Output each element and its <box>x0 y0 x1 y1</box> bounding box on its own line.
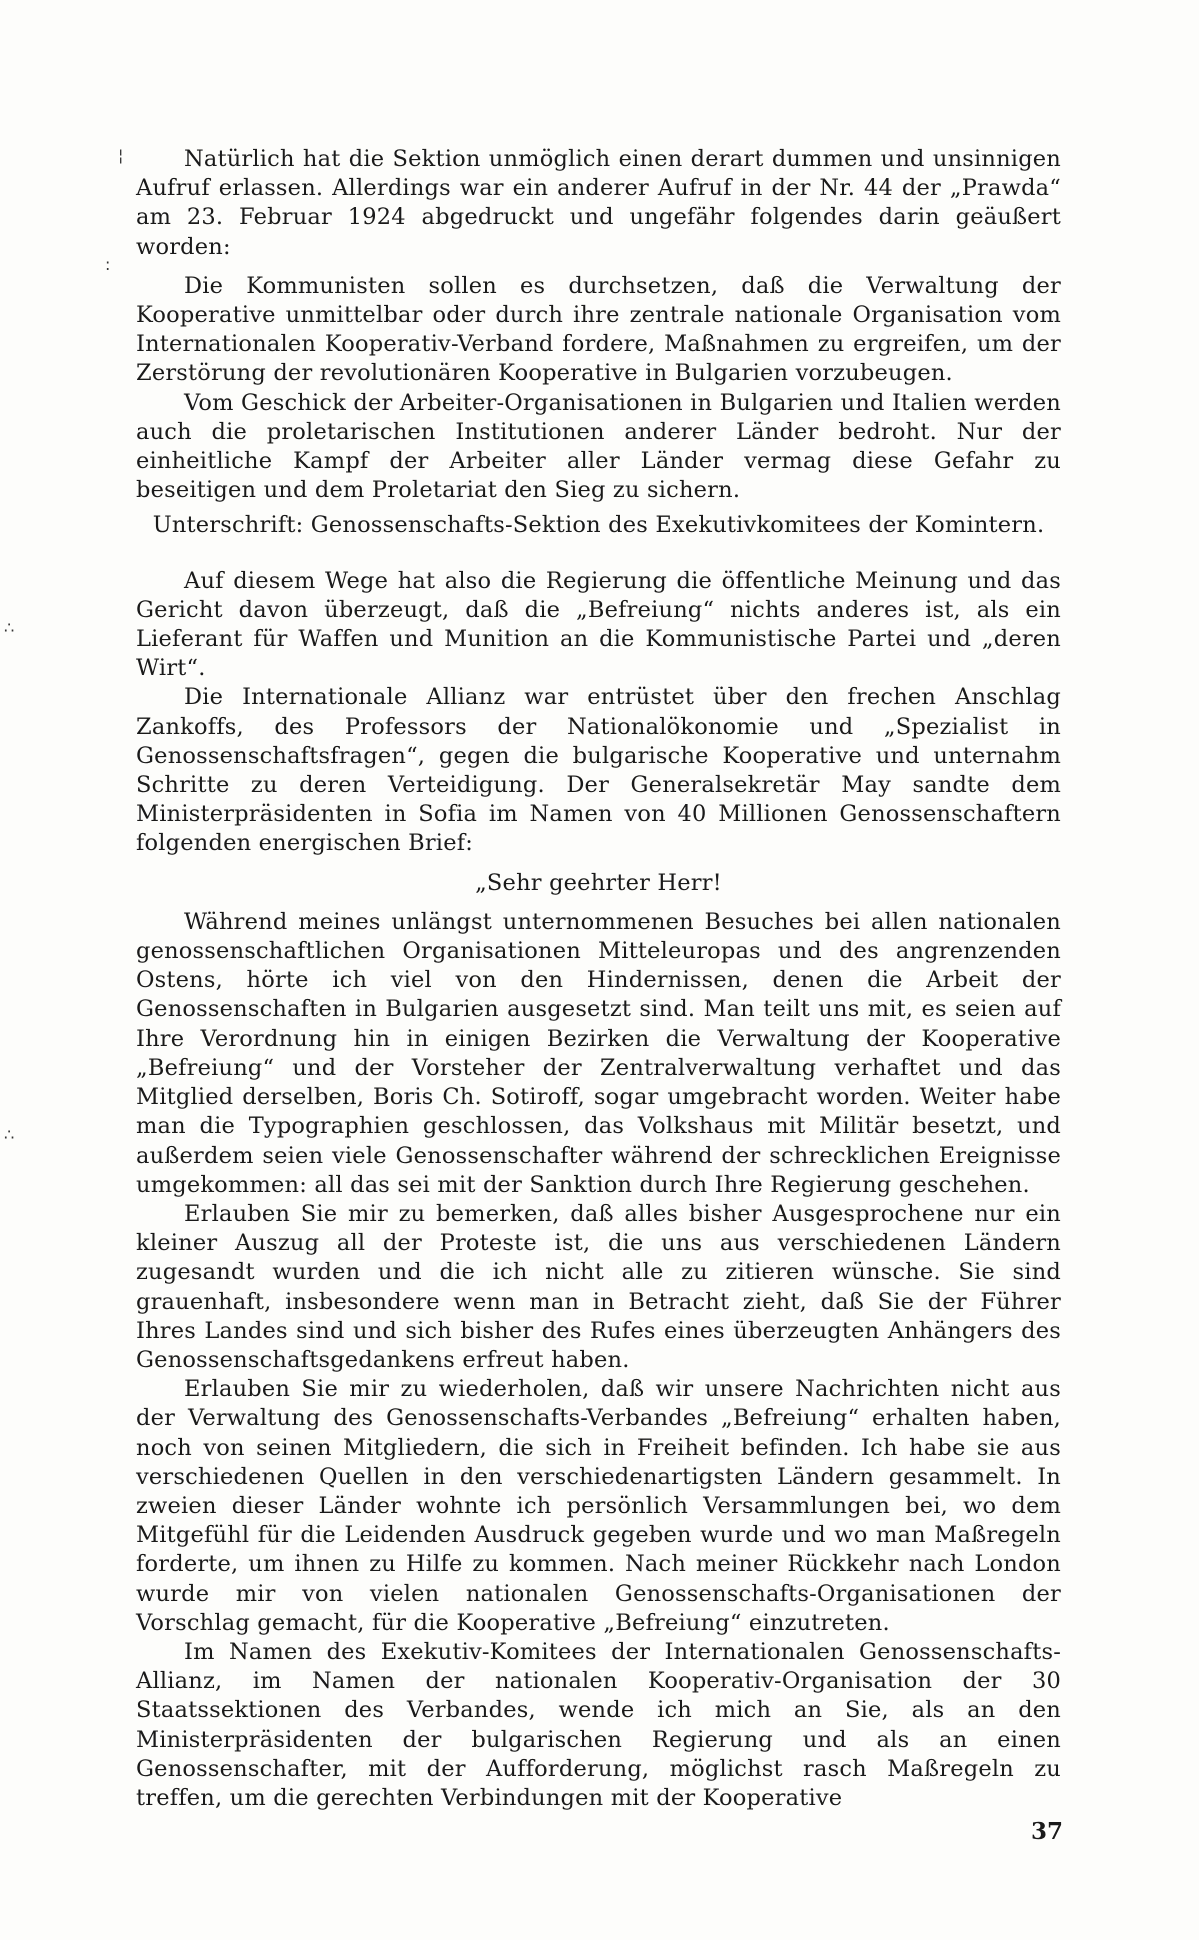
letter-paragraph: Erlauben Sie mir zu wiederholen, daß wir unsere Nachrichten nicht aus der Verwaltung des Genossenschafts-Verbandes „Befreiung“ erhalten haben, noch von seinen Mitgliedern, die sich in Freiheit befinden. Ich habe sie aus verschiedenen Quellen in den verschiedenartigsten Ländern gesammelt. In zweien dieser Länder wohnte ich persönlich Versammlungen bei, wo dem Mitgefühl für die Leidenden Ausdruck gegeben wurde und wo man Maßregeln forderte, um ihnen zu Hilfe zu kommen. Nach meiner Rückkehr nach London wurde mir von vielen nationalen Genossenschafts-Organisationen der Vorschlag gemacht, für die Kooperative „Befreiung“ einzutreten. <box>136 1376 1061 1636</box>
body-paragraph: Die Internationale Allianz war entrüstet über den frechen Anschlag Zankoffs, des Professors der Nationalökonomie und „Spezialist in Genossenschaftsfragen“, gegen die bulgarische Kooperative und unternahm Schritte zu deren Verteidigung. Der Generalsekretär May sandte dem Ministerpräsidenten in Sofia im Namen von 40 Millionen Genossenschaftern folgenden energischen Brief: <box>136 684 1061 857</box>
body-paragraph: Natürlich hat die Sektion unmöglich einen derart dummen und unsinnigen Aufruf erlassen. Allerdings war ein anderer Aufruf in der Nr. 44 der „Prawda“ am 23. Februar 1924 abgedruckt und ungefähr folgendes darin geäußert worden: <box>136 146 1061 260</box>
signature-line: Unterschrift: Genossenschafts-Sektion des Exekutivkomitees der Komintern. <box>152 512 1045 539</box>
letter-salutation: „Sehr geehrter Herr! <box>475 869 722 896</box>
margin-speck: ¦ <box>118 146 124 165</box>
margin-speck: ∴ <box>4 618 15 637</box>
page-body <box>136 145 1061 1813</box>
letter-paragraph: Erlauben Sie mir zu bemerken, daß alles bisher Ausgesprochene nur ein kleiner Auszug all der Proteste ist, die uns aus verschiedenen Ländern zugesandt wurden und die ich nicht alle zu zitieren wünsche. Sie sind grauenhaft, insbesondere wenn man in Betracht zieht, daß Sie der Führer Ihres Landes sind und sich bisher des Rufes eines überzeugten Anhängers des Genossenschaftsgedankens erfreut haben. <box>136 1200 1061 1373</box>
margin-speck: ∴ <box>4 1125 15 1144</box>
margin-speck: : <box>105 255 111 274</box>
letter-paragraph: Während meines unlängst unternommenen Besuches bei allen nationalen genossenschaftlichen Organisationen Mitteleuropas und des angrenzenden Ostens, hörte ich viel von den Hindernissen, denen die Arbeit der Genossenschaften in Bulgarien ausgesetzt sind. Man teilt uns mit, es seien auf Ihre Verordnung hin in einigen Bezirken die Verwaltung der Kooperative „Befreiung“ und der Vorsteher der Zentralverwaltung verhaftet und das Mitglied derselben, Boris Ch. Sotiroff, sogar umgebracht worden. Weiter habe man die Typographien geschlossen, das Volkshaus mit Militär besetzt, und außerdem seien viele Genossenschafter während der schrecklichen Ereignisse umgekommen: all das sei mit der Sanktion durch Ihre Regierung geschehen. <box>136 908 1061 1198</box>
body-paragraph: Auf diesem Wege hat also die Regierung die öffentliche Meinung und das Gericht davon überzeugt, daß die „Befreiung“ nichts anderes ist, als ein Lieferant für Waffen und Munition an die Kommunistische Partei und „deren Wirt“. <box>136 567 1061 682</box>
letter-paragraph: Im Namen des Exekutiv-Komitees der Internationalen Genossenschafts-Allianz, im Namen der nationalen Kooperativ-Organisation der 30 Staatssektionen des Verbandes, wende ich mich an Sie, als an den Ministerpräsidenten der bulgarischen Regierung und als an einen Genossenschafter, mit der Aufforderung, möglichst rasch Maßregeln zu treffen, um die gerechten Verbindungen mit der Kooperative <box>136 1638 1061 1811</box>
page-number: 37 <box>1030 1818 1063 1845</box>
quoted-paragraph: Die Kommunisten sollen es durchsetzen, daß die Verwaltung der Kooperative unmittelbar oder durch ihre zentrale nationale Organisation vom Internationalen Kooperativ-Verband fordere, Maßnahmen zu ergreifen, um der Zerstörung der revolutionären Kooperative in Bulgarien vorzubeugen. <box>136 272 1061 387</box>
quoted-paragraph: Vom Geschick der Arbeiter-Organisationen in Bulgarien und Italien werden auch die proletarischen Institutionen anderer Länder bedroht. Nur der einheitliche Kampf der Arbeiter aller Länder vermag diese Gefahr zu beseitigen und dem Proletariat den Sieg zu sichern. <box>136 389 1061 504</box>
